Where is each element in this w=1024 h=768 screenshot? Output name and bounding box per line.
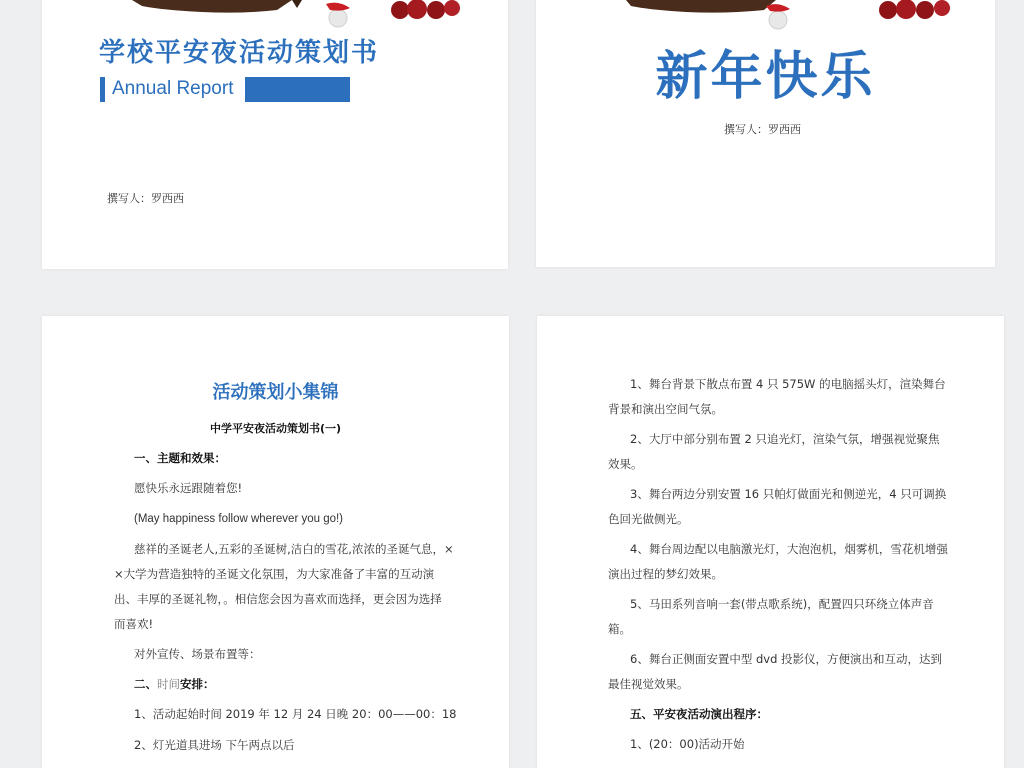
section-2-time: 时间 xyxy=(157,677,180,691)
equipment-5-line-2: 箱。 xyxy=(608,622,631,636)
promo-line: 对外宣传、场景布置等： xyxy=(134,647,261,661)
newyear-author: 撰写人：罗西西 xyxy=(724,123,801,136)
section-2-prefix: 二、 xyxy=(134,677,157,691)
intro-line-2: ×大学为营造独特的圣诞文化氛围，为大家准备了丰富的互动演 xyxy=(114,567,435,581)
annual-report-bar xyxy=(100,77,350,102)
section-2-suffix: 安排： xyxy=(180,677,215,691)
equipment-4-line-1: 4、舞台周边配以电脑激光灯，大泡泡机，烟雾机，雪花机增强 xyxy=(630,542,948,556)
newyear-page xyxy=(536,0,995,267)
equipment-2-line-2: 效果。 xyxy=(608,457,643,471)
equipment-2-line-1: 2、大厅中部分别布置 2 只追光灯，渲染气氛，增强视觉聚焦 xyxy=(630,432,940,446)
section-heading-2 xyxy=(134,672,215,697)
schedule-item-1: 1、活动起始时间 2019 年 12 月 24 日晚 20：00——00：18 xyxy=(134,707,457,721)
doc-heading: 活动策划小集锦 xyxy=(212,382,339,403)
cover-author: 撰写人：罗西西 xyxy=(107,192,184,205)
intro-line-4: 而喜欢! xyxy=(114,617,154,631)
document-page-left xyxy=(42,316,509,768)
accent-stripe xyxy=(100,77,105,102)
christmas-decoration-image xyxy=(92,0,472,30)
equipment-5-line-1: 5、马田系列音响一套(带点歌系统)，配置四只环绕立体声音 xyxy=(630,597,934,611)
equipment-1-line-1: 1、舞台背景下散点布置 4 只 575W 的电脑摇头灯，渲染舞台 xyxy=(630,377,946,391)
equipment-6-line-2: 最佳视觉效果。 xyxy=(608,677,689,691)
section-heading-1: 一、主题和效果： xyxy=(134,451,226,465)
equipment-3-line-1: 3、舞台两边分别安置 16 只帕灯做面光和侧逆光，4 只可调换 xyxy=(630,487,947,501)
cover-page xyxy=(42,0,508,269)
newyear-title: 新年快乐 xyxy=(655,47,876,107)
section-heading-5: 五、平安夜活动演出程序： xyxy=(630,707,768,721)
wish-en: (May happiness follow wherever you go!) xyxy=(134,513,344,525)
schedule-item-2: 2、灯光道具进场 下午两点以后 xyxy=(134,738,295,752)
intro-line-1: 慈祥的圣诞老人,五彩的圣诞树,洁白的雪花,浓浓的圣诞气息，× xyxy=(134,542,454,556)
annual-report-label: Annual Report xyxy=(112,78,234,99)
equipment-4-line-2: 演出过程的梦幻效果。 xyxy=(608,567,723,581)
program-item-1: 1、(20：00)活动开始 xyxy=(630,737,745,751)
accent-block xyxy=(245,77,350,102)
intro-line-3: 出、丰厚的圣诞礼物，。相信您会因为喜欢而选择，更会因为选择 xyxy=(114,592,442,606)
document-page-right xyxy=(537,316,1004,768)
equipment-6-line-1: 6、舞台正侧面安置中型 dvd 投影仪，方便演出和互动，达到 xyxy=(630,652,943,666)
equipment-3-line-2: 色回光做侧光。 xyxy=(608,512,689,526)
christmas-decoration-image xyxy=(616,0,995,30)
doc-subheading: 中学平安夜活动策划书(一) xyxy=(209,422,342,435)
wish-cn: 愿快乐永远跟随着您! xyxy=(134,481,243,495)
cover-title: 学校平安夜活动策划书 xyxy=(99,38,380,68)
equipment-1-line-2: 背景和演出空间气氛。 xyxy=(608,402,723,416)
